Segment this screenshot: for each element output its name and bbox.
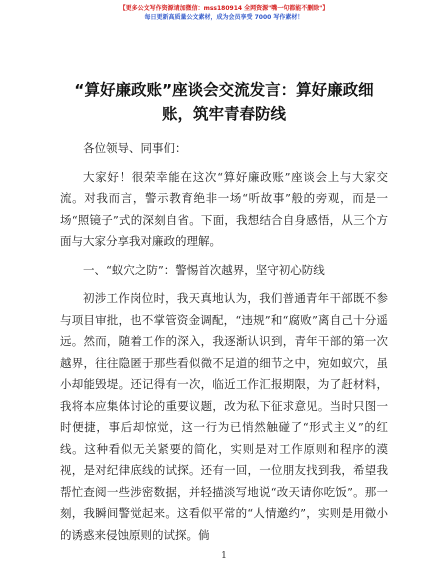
document-title (60, 78, 388, 126)
promo-banner-line2: 每日更新高质量公文素材，成为会员享受 7000 写作素材！ (144, 14, 304, 21)
title-line-2: 账，筑牢青春防线 (161, 105, 286, 123)
title-line-1: “算好廉政账”座谈会交流发言：算好廉政细 (74, 81, 374, 99)
section-paragraph: 初涉工作岗位时，我天真地认为，我们普通青年干部既不参与项目审批，也不掌管资金调配，“违规”和“腐败”离自己十分遥远。然而，随着工作的深入，我逐渐认识到，青年干部的第一次越界，往往隐匿于那些看似微不足道的细节之中，宛如蚁穴，虽小却能毁堤。还记得有一次，临近工作汇报期限，为了赶材料，我将本应集体讨论的重要议题，改为私下征求意见。当时只图一时便捷，事后却惊觉，这一行为已悄然触碰了“形式主义”的红线。这种看似无关紧要的简化，实则是对工作原则和程序的漠视，是对纪律底线的试探。还有一回，一位朋友找到我，希望我帮忙查阅一些涉密数据，并轻描淡写地说“改天请你吃饭”。那一刻，我瞬间警觉起来。这看似平常的“人情邀约”，实则是用微小的诱惑来侵蚀原则的试探。倘 (60, 291, 388, 542)
promo-banner-line1: 【更多公文写作资源请加微信：mss180914 全网资源"嘴一句都能不删除"】 (119, 5, 329, 12)
promo-banner (0, 4, 448, 22)
section-heading: 一、“蚁穴之防”：警惕首次越界，坚守初心防线 (83, 262, 325, 277)
page-number: 1 (221, 551, 227, 561)
intro-paragraph: 大家好！很荣幸能在这次“算好廉政账”座谈会上与大家交流。对我而言，警示教育绝非一场“听故事”般的旁观，而是一场“照镜子”式的深刻自省。下面，我想结合自身感悟，从三个方面与大家分享我对廉政的理解。 (60, 169, 388, 248)
salutation: 各位领导、同事们： (83, 141, 187, 155)
document-body (60, 138, 388, 546)
